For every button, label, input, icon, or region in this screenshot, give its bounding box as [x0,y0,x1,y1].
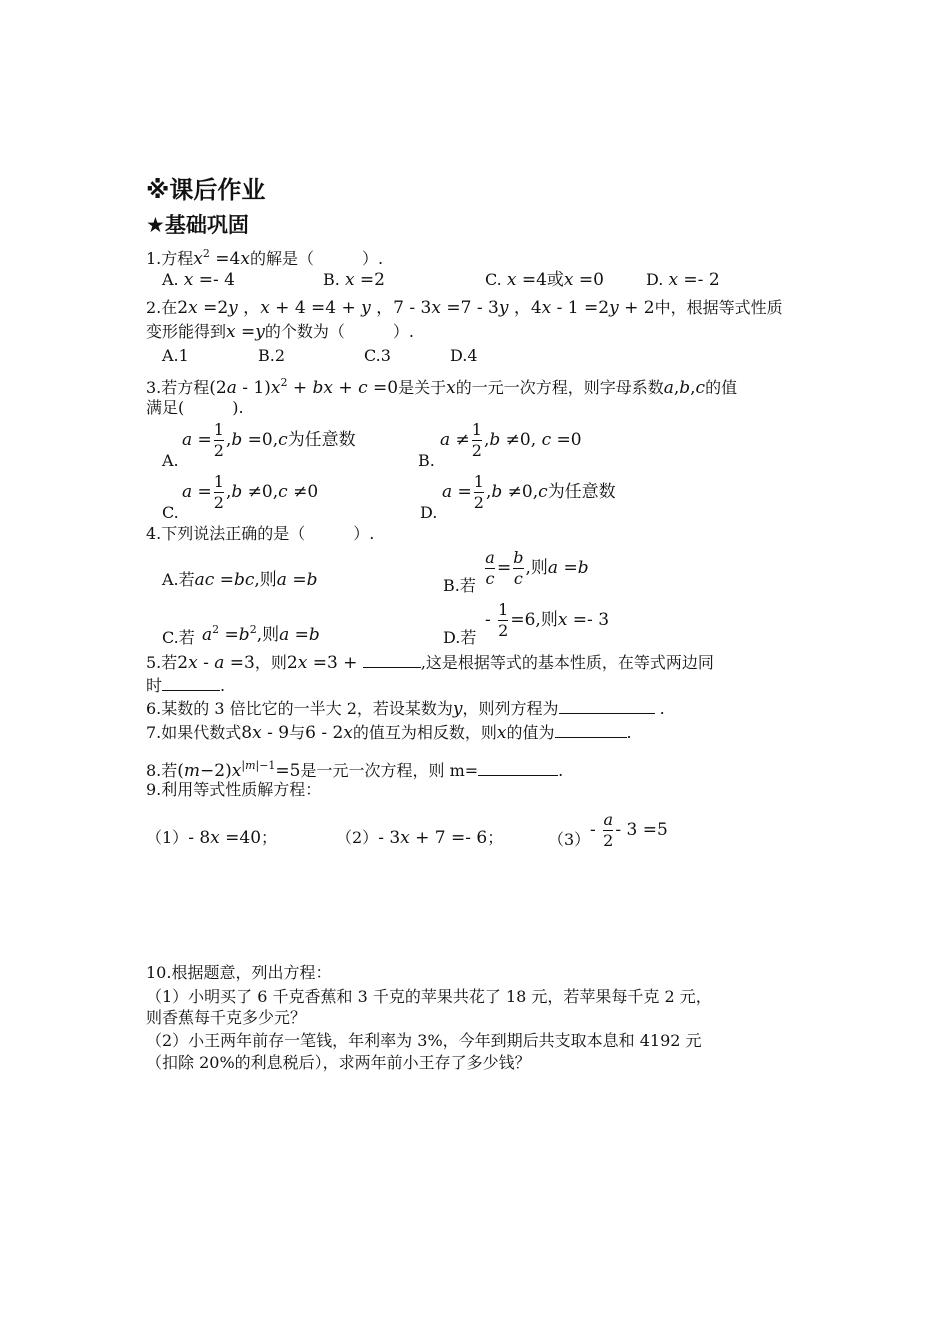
question-5 [146,653,714,673]
q3-stem: 3.若方程 [146,378,210,397]
q3-equation: $(2a - 1)x^2$ + bx + c =0 [209,376,399,398]
q6-stem: 6.某数的 3 倍比它的一半大 2，若设某数为 [146,699,453,718]
q7-mid: 与 [289,723,306,742]
q3-coeffs: a,b,c [663,378,706,398]
q9-part-1-label: （1） [146,828,189,847]
q2-line2-start: 变形能得到 [146,322,227,341]
q1-or: 或 [546,270,564,290]
question-1 [146,244,383,269]
q3-option-d-math: a = $\frac{1}{2}$ ,b ≠0,c为任意数 [442,472,616,512]
q3-option-a-label: A. [162,451,179,470]
q4-b-then: 则 [530,558,548,578]
q2-target: x =y [226,322,265,342]
q5-given: 2x - a =3 [177,653,255,673]
q1-option-c [485,270,604,290]
q7-expr-2: 6 - 2x [305,723,353,743]
q8-mid: 是一元一次方程，则 m= [300,761,479,780]
q4-option-a-math: ac =bc,则a =b [194,570,318,590]
q10-part-2-line-1: （2）小王两年前存一笔钱，年利率为 3%，今年到期后共支取本息和 4192 元 [146,1031,702,1050]
q3-option-d-label: D. [420,503,438,522]
q4-option-b-label: B.若 [443,576,476,595]
q1-after: 的解是（ ）. [249,249,384,268]
q5-line2-end: . [220,676,226,695]
q3-option-b-math: a ≠ $\frac{1}{2}$ ,b ≠0, c =0 [440,420,582,460]
q5-blank-2[interactable] [162,676,220,691]
q9-part-3-math: - $\frac{a}{2}$ - 3 =5 [590,810,668,850]
q9-part-2-math: - 3x + 7 =- 6 [378,828,488,848]
q5-result: 2x =3 + [286,653,363,673]
q5-stem: 5.若 [146,653,178,672]
q2-equations: 2x =2y ，x + 4 =4 + y ，7 - 3x =7 - 3y ，4x - 1 =2y + 2 [177,298,655,318]
q1-option-d-label: D. [646,270,664,289]
q2-line2-end: 的个数为（ ）. [264,322,414,341]
q2-stem: 2.在 [146,298,178,317]
q7-var: x [496,723,507,743]
q2-option-b: B.2 [258,346,286,365]
q3-option-b-label: B. [418,451,435,470]
q1-option-d-math: x =- 2 [668,270,720,290]
q3-line2: 满足( ). [146,398,244,417]
q3-option-c-math: a = $\frac{1}{2}$ ,b ≠0,c ≠0 [182,472,319,512]
q2-line2 [146,322,414,342]
q3-end: 的值 [705,378,738,397]
question-4: 4.下列说法正确的是（ ）. [146,524,375,543]
q1-option-c-math: x =4或x =0 [506,270,604,290]
q6-end: . [659,699,665,718]
q5-line2-start: 时 [146,676,163,695]
q1-option-b-math: x =2 [344,270,385,290]
q10-part-1-line-1: （1）小明买了 6 千克香蕉和 3 千克的苹果共花了 18 元，若苹果每千克 2 元， [146,987,712,1006]
q9-part-2-label: （2） [336,828,379,847]
q5-blank-1[interactable] [363,653,421,668]
q9-part-3-label: （3） [548,830,591,849]
q3-a-any: 为任意数 [287,430,356,450]
question-2 [146,298,783,318]
q3-option-c-label: C. [162,503,179,522]
q3-mid: 是关于 [398,378,447,397]
q1-option-a [162,270,235,290]
q7-mid2: 的值互为相反数，则 [352,723,497,742]
q4-option-b-math: $\frac{a}{c}$ = $\frac{b}{c}$ ,则a =b [485,548,589,588]
q8-end: . [558,761,564,780]
q6-var: y [452,699,463,719]
q4-c-then: 则 [262,625,280,645]
q2-tail: 中，根据等式性质 [654,298,783,317]
q3-var: x [446,378,456,398]
q9-part-2-semi: ； [487,828,504,847]
q3-d-any: 为任意数 [547,482,616,502]
q5-mid: ，则 [254,653,287,672]
q7-end: . [626,723,632,742]
q6-tail: ，则列方程为 [462,699,559,718]
q3-option-a-math: a = $\frac{1}{2}$ ,b =0,c为任意数 [182,420,356,460]
q4-option-a-label: A.若 [162,570,195,589]
q8-blank[interactable] [478,761,558,776]
q2-option-d: D.4 [450,346,478,365]
q6-blank[interactable] [559,699,655,714]
question-6 [146,699,665,719]
q9-part-2 [336,828,503,848]
q9-part-1-math: - 8x =40 [188,828,262,848]
q7-expr-1: 8x - 9 [241,723,290,743]
q8-stem: 8.若 [146,761,178,780]
q1-option-a-math: x =- 4 [183,270,235,290]
q3-mid2: 的一元一次方程，则字母系数 [455,378,664,397]
q1-stem: 1.方程 [146,249,194,268]
q1-option-c-label: C. [485,270,502,289]
q9-part-1-semi: ； [261,828,278,847]
question-7 [146,723,632,743]
q4-option-d-math: - $\frac{1}{2}$ =6,则x =- 3 [485,600,610,640]
q10-part-1-line-2: 则香蕉每千克多少元？ [146,1008,307,1027]
q4-option-a [162,570,317,590]
q5-line2 [146,676,225,696]
q2-option-c: C.3 [364,346,391,365]
q4-a-then: 则 [259,570,277,590]
q10-part-2-line-2: （扣除 20%的利息税后），求两年前小王存了多少钱？ [146,1053,531,1072]
q1-option-b [323,270,385,290]
q1-option-b-label: B. [323,270,340,289]
q1-equation: $x^2 =4x$ [193,247,250,269]
question-10: 10.根据题意，列出方程： [146,963,332,982]
q1-option-a-label: A. [162,270,179,289]
q7-tail: 的值为 [506,723,555,742]
q2-option-a: A.1 [162,346,189,365]
question-8 [146,756,563,781]
q9-part-1 [146,828,277,848]
q7-stem: 7.如果代数式 [146,723,242,742]
q5-tail: ,这是根据等式的基本性质，在等式两边同 [420,653,714,672]
q8-equation: $(m-2)x^{|m|-1}=5$ [177,759,301,781]
section-heading: ※课后作业 [146,176,266,204]
q4-option-d-label: D.若 [443,628,477,647]
q1-option-d [646,270,720,290]
subsection-heading: ★基础巩固 [146,213,249,237]
q7-blank[interactable] [555,723,627,738]
q4-option-c-label: C.若 [162,628,195,647]
question-9: 9.利用等式性质解方程： [146,780,322,799]
q4-option-c-math: $a^2 =b^2$,则a =b [202,623,320,645]
question-3 [146,373,737,398]
q4-d-then: 则 [540,610,558,630]
